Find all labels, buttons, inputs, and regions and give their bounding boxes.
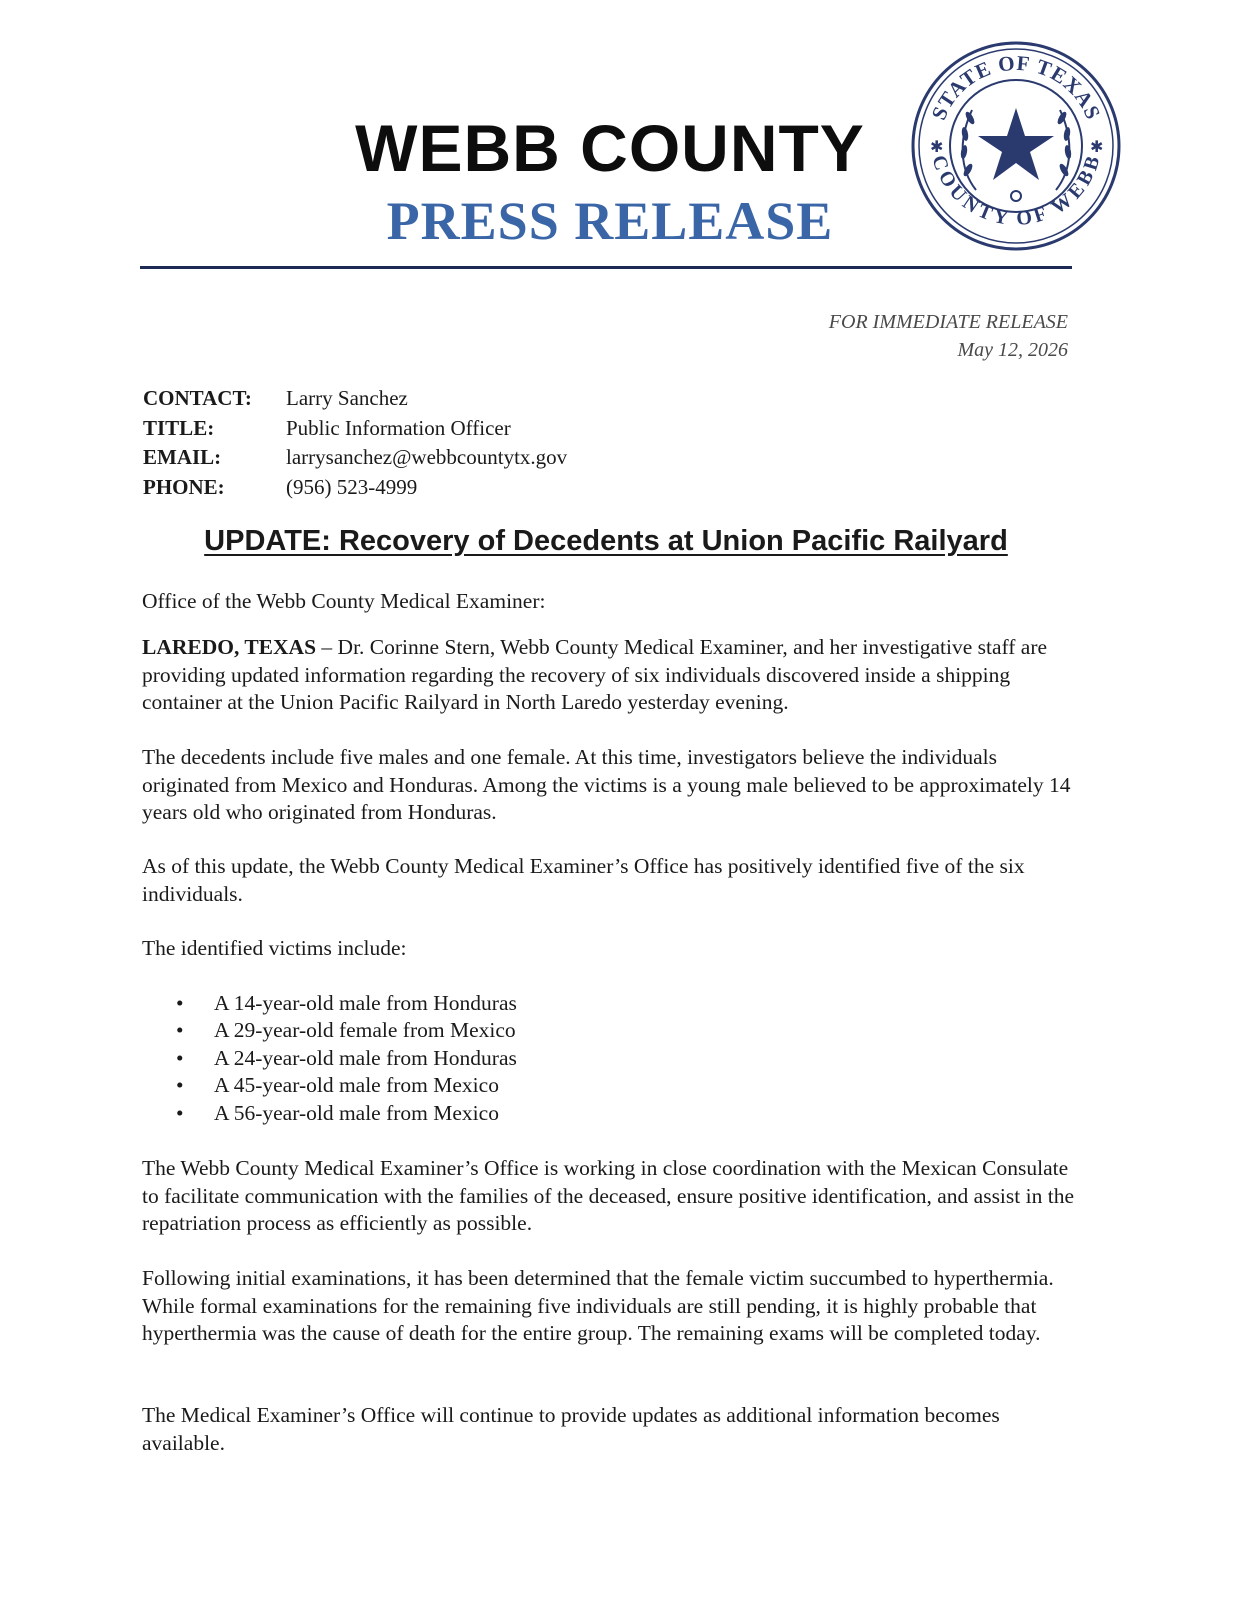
- bullet: •: [176, 1100, 184, 1125]
- paragraph-intro: [142, 634, 1077, 717]
- contact-name: Larry Sanchez: [286, 386, 408, 410]
- bullet: •: [176, 1045, 184, 1070]
- header-rule: [140, 266, 1072, 269]
- list-item: [170, 990, 517, 1017]
- masthead-subtitle: PRESS RELEASE: [386, 191, 834, 251]
- title-label: TITLE:: [143, 415, 215, 440]
- release-meta: [829, 308, 1068, 364]
- paragraph-intro-text: – Dr. Corinne Stern, Webb County Medical Examiner, and her investigative staff are providing updated information regarding the recovery of six individuals discovered inside a shipping container at the Union Pacific Railyard in North Laredo yesterday evening.: [142, 635, 1048, 714]
- list-item: [170, 1045, 517, 1072]
- victim-text: A 29-year-old female from Mexico: [214, 1018, 516, 1043]
- release-label: FOR IMMEDIATE RELEASE: [828, 311, 1068, 333]
- victims-list: [170, 990, 517, 1127]
- victim-text: A 14-year-old male from Honduras: [214, 991, 517, 1015]
- seal-bottom-text: COUNTY OF WEBB: [927, 152, 1105, 231]
- contact-row: [143, 414, 567, 444]
- list-item: [170, 1017, 517, 1044]
- headline: UPDATE: Recovery of Decedents at Union Pacific Railyard: [204, 525, 1008, 557]
- seal-top-text: STATE OF TEXAS: [926, 50, 1106, 124]
- release-date: May 12, 2026: [957, 339, 1068, 361]
- contact-label: CONTACT:: [143, 386, 252, 410]
- list-item: [170, 1100, 517, 1127]
- dateline: LAREDO, TEXAS: [142, 635, 317, 659]
- contact-phone: (956) 523-4999: [286, 474, 418, 499]
- svg-text:✱: ✱: [930, 137, 944, 156]
- contact-title: Public Information Officer: [286, 415, 511, 440]
- contact-row: [143, 473, 567, 503]
- contact-row: [143, 443, 567, 473]
- paragraph-victims-intro: The identified victims include:: [142, 936, 407, 960]
- victim-text: A 24-year-old male from Honduras: [214, 1045, 517, 1070]
- victim-text: A 56-year-old male from Mexico: [214, 1100, 499, 1125]
- contact-block: [143, 384, 567, 502]
- paragraph-findings: Following initial examinations, it has been determined that the female victim succumbed to hyperthermia. While formal examinations for the remaining five individuals are still pending, it is highly probable that hyperthermia was the cause of death for the entire group. The remaining exams will be completed today.: [142, 1266, 1054, 1345]
- county-seal-icon: [910, 40, 1122, 252]
- office-line: Office of the Webb County Medical Examiner:: [142, 589, 546, 613]
- paragraph-identified: As of this update, the Webb County Medical Examiner’s Office has positively identified five of the six individuals.: [142, 854, 1025, 906]
- paragraph-decedents: The decedents include five males and one female. At this time, investigators believe the individuals originated from Mexico and Honduras. Among the victims is a young male believed to be approximately 14 years old who originated from Honduras.: [142, 745, 1071, 824]
- email-label: EMAIL:: [143, 445, 222, 469]
- contact-email: larrysanchez@webbcountytx.gov: [286, 445, 568, 469]
- bullet: •: [176, 1073, 184, 1098]
- paragraph-coordination: The Webb County Medical Examiner’s Office is working in close coordination with the Mexican Consulate to facilitate communication with the families of the deceased, ensure positive identification, and assist in the repatriation process as efficiently as possible.: [142, 1156, 1074, 1235]
- bullet: •: [176, 1018, 184, 1043]
- bullet: •: [176, 991, 184, 1015]
- phone-label: PHONE:: [143, 474, 225, 499]
- contact-row: [143, 384, 567, 414]
- victim-text: A 45-year-old male from Mexico: [214, 1073, 499, 1098]
- svg-text:✱: ✱: [1090, 137, 1104, 156]
- masthead-title: WEBB COUNTY: [355, 111, 865, 185]
- list-item: [170, 1072, 517, 1099]
- paragraph-updates: The Medical Examiner’s Office will continue to provide updates as additional information becomes available.: [142, 1403, 1000, 1455]
